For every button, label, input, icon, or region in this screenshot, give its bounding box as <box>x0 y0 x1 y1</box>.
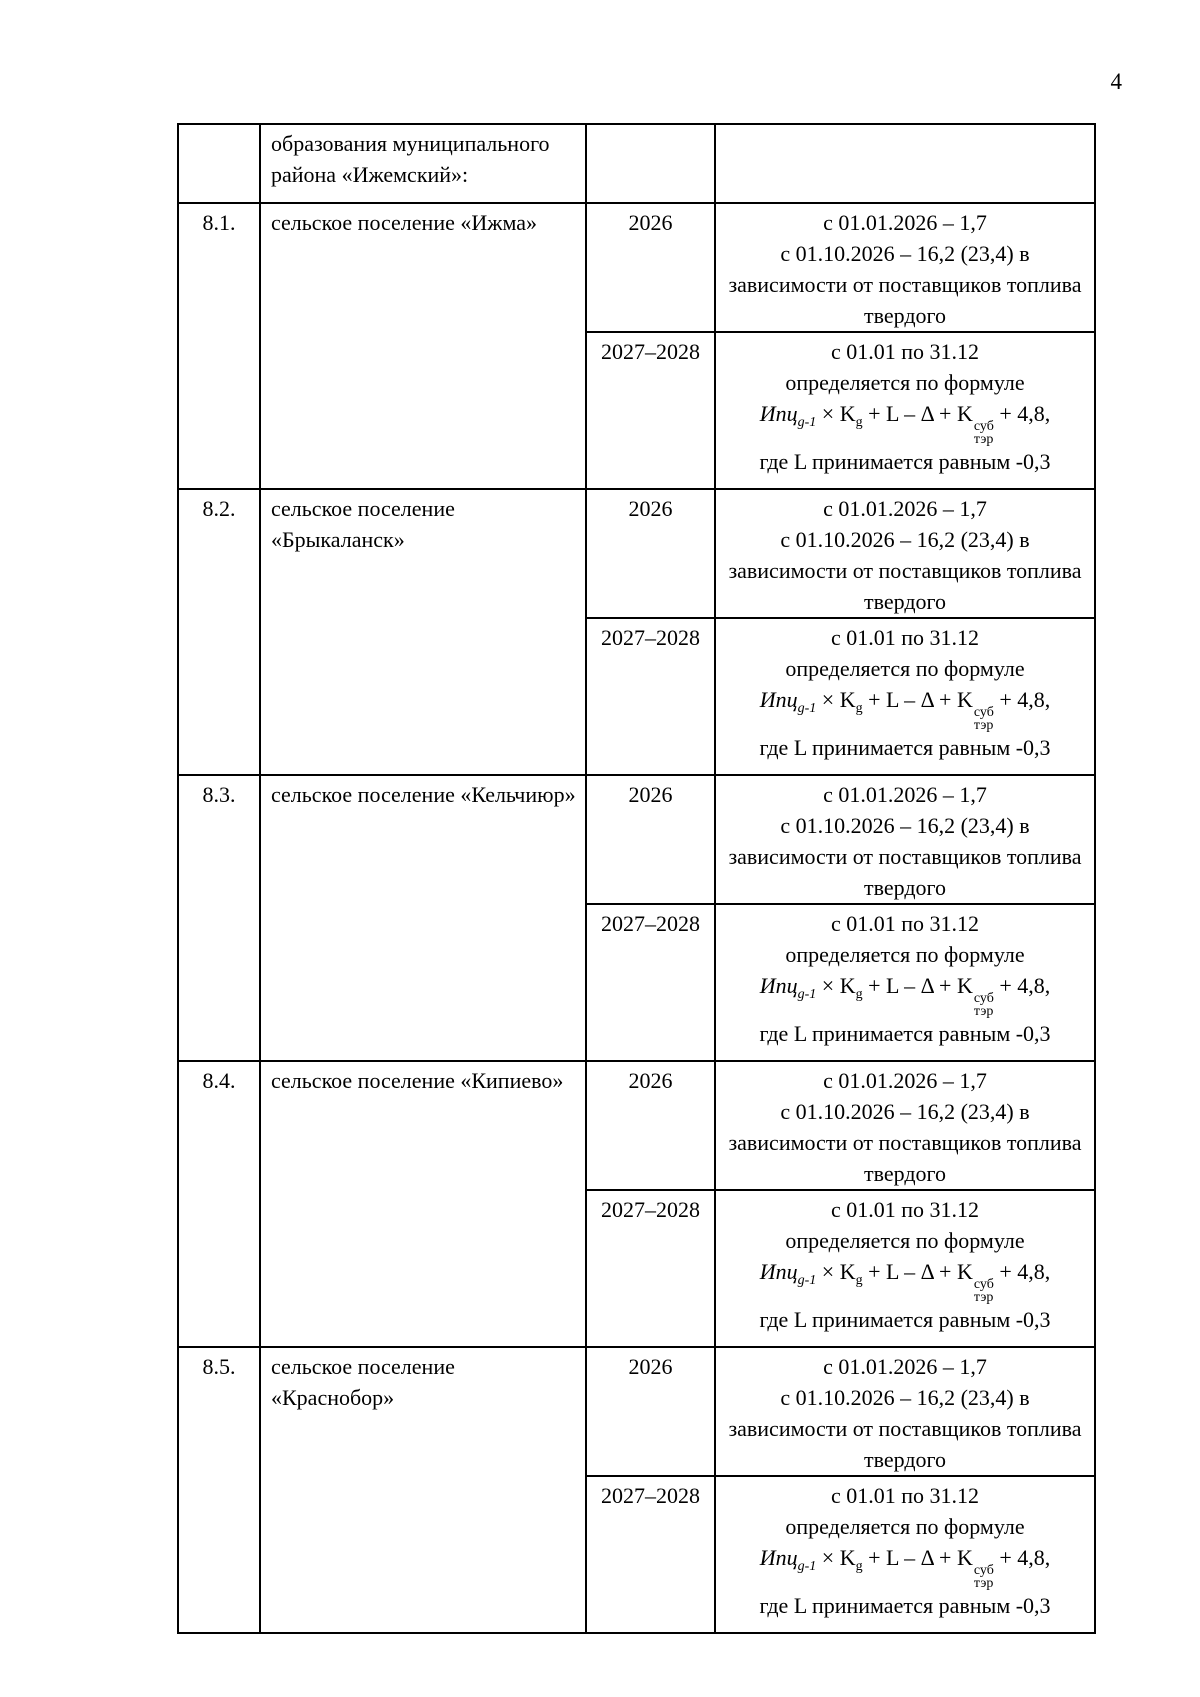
row-number-cell <box>178 489 260 775</box>
formula-middle: + L – Δ + K <box>862 401 973 426</box>
formula-ipc-subscript: g-1 <box>797 1273 817 1288</box>
tariff-text-line: определяется по формуле <box>785 1514 1025 1539</box>
year-2027-2028-cell <box>586 618 715 775</box>
tariff-text-line: твердого <box>863 1161 947 1186</box>
tariff-text-line: с 01.01.2026 – 1,7 <box>823 496 987 521</box>
tariff-2026-cell <box>715 203 1095 332</box>
settlement-cell <box>260 775 586 1061</box>
formula-ipc: Ипц <box>759 1545 798 1570</box>
tariff-text-line: твердого <box>863 589 947 614</box>
year-label: 2027–2028 <box>601 339 700 364</box>
tariff-2027-2028-cell <box>715 904 1095 1061</box>
year-2026-cell <box>586 489 715 618</box>
row-number: 8.4. <box>202 1068 236 1093</box>
tariff-formula <box>722 1542 1088 1590</box>
page-number: 4 <box>1110 69 1122 94</box>
tariff-text-line: определяется по формуле <box>785 942 1025 967</box>
tariff-text-line: с 01.01 по 31.12 <box>830 911 980 936</box>
formula-k-tereng-subscript: тэр <box>973 1576 994 1591</box>
formula-k-tereng-subscript: тэр <box>973 1290 994 1305</box>
table-row <box>178 1061 1095 1190</box>
year-label: 2026 <box>628 782 673 807</box>
continued-year-cell <box>586 124 715 203</box>
tariff-text-line: с 01.10.2026 – 16,2 (23,4) в <box>780 1099 1030 1124</box>
year-label: 2027–2028 <box>601 1197 700 1222</box>
formula-end: + 4,8, <box>993 1545 1051 1570</box>
tariff-2027-2028-cell <box>715 1190 1095 1347</box>
formula-k-supsub <box>974 420 994 446</box>
table-row <box>178 489 1095 618</box>
formula-end: + 4,8, <box>993 1259 1051 1284</box>
tariff-formula <box>722 684 1088 732</box>
year-2027-2028-cell <box>586 1476 715 1633</box>
row-number: 8.1. <box>202 210 236 235</box>
formula-k-supsub <box>974 992 994 1018</box>
settlement-name: сельское поселение «Брыкаланск» <box>271 496 455 552</box>
formula-k-tereng-subscript: тэр <box>973 718 994 733</box>
formula-k-tereng-subscript: тэр <box>973 432 994 447</box>
formula-middle: + L – Δ + K <box>862 1259 973 1284</box>
settlement-name: сельское поселение «Ижма» <box>271 210 537 235</box>
table-row <box>178 1347 1095 1476</box>
tariff-text-line: твердого <box>863 1447 947 1472</box>
tariff-text-line: с 01.01.2026 – 1,7 <box>823 1068 987 1093</box>
formula-times-k: × K <box>816 401 856 426</box>
tariff-text-line: с 01.10.2026 – 16,2 (23,4) в <box>780 527 1030 552</box>
tariff-text-line: определяется по формуле <box>785 656 1025 681</box>
row-number-cell <box>178 203 260 489</box>
settlement-cell <box>260 1061 586 1347</box>
year-2026-cell <box>586 203 715 332</box>
tariff-formula <box>722 398 1088 446</box>
tariff-text-line: зависимости от поставщиков топлива <box>728 558 1082 583</box>
tariff-2027-2028-cell <box>715 618 1095 775</box>
formula-k-superscript: суб <box>973 705 994 720</box>
tariff-text-line: где L принимается равным -0,3 <box>759 1593 1051 1618</box>
year-2027-2028-cell <box>586 904 715 1061</box>
tariff-text-line: определяется по формуле <box>785 1228 1025 1253</box>
formula-k-supsub <box>974 1278 994 1304</box>
settlement-name: сельское поселение «Кельчиюр» <box>271 782 576 807</box>
continued-municipality-cell: образования муниципального района «Ижемский»: <box>260 124 586 203</box>
formula-k-supsub <box>974 706 994 732</box>
tariff-text-line: зависимости от поставщиков топлива <box>728 1416 1082 1441</box>
tariff-2027-2028-cell <box>715 1476 1095 1633</box>
tariff-2026-cell <box>715 1347 1095 1476</box>
year-2026-cell <box>586 1061 715 1190</box>
continued-header-row <box>178 124 1095 203</box>
settlement-cell <box>260 1347 586 1633</box>
tariff-text-line: с 01.01.2026 – 1,7 <box>823 782 987 807</box>
formula-k-superscript: суб <box>973 1563 994 1578</box>
table-row <box>178 775 1095 904</box>
formula-end: + 4,8, <box>993 687 1051 712</box>
tariff-text-line: зависимости от поставщиков топлива <box>728 1130 1082 1155</box>
row-number: 8.3. <box>202 782 236 807</box>
formula-ipc: Ипц <box>759 973 798 998</box>
settlement-cell <box>260 489 586 775</box>
formula-middle: + L – Δ + K <box>862 973 973 998</box>
row-number: 8.5. <box>202 1354 236 1379</box>
formula-ipc-subscript: g-1 <box>797 1559 817 1574</box>
formula-k-subscript: g <box>855 701 863 716</box>
tariff-text-line: с 01.10.2026 – 16,2 (23,4) в <box>780 241 1030 266</box>
settlement-name: сельское поселение «Кипиево» <box>271 1068 564 1093</box>
formula-end: + 4,8, <box>993 401 1051 426</box>
year-label: 2026 <box>628 1354 673 1379</box>
year-2026-cell <box>586 775 715 904</box>
settlement-name: сельское поселение «Краснобор» <box>271 1354 455 1410</box>
tariff-text-line: где L принимается равным -0,3 <box>759 1021 1051 1046</box>
tariff-text-line: где L принимается равным -0,3 <box>759 1307 1051 1332</box>
continued-tariff-cell <box>715 124 1095 203</box>
formula-k-tereng-subscript: тэр <box>973 1004 994 1019</box>
formula-k-subscript: g <box>855 415 863 430</box>
formula-end: + 4,8, <box>993 973 1051 998</box>
year-label: 2026 <box>628 1068 673 1093</box>
formula-k-supsub <box>974 1564 994 1590</box>
row-number-cell <box>178 775 260 1061</box>
tariff-2026-cell <box>715 489 1095 618</box>
formula-k-subscript: g <box>855 1273 863 1288</box>
tariff-text-line: твердого <box>863 875 947 900</box>
year-label: 2027–2028 <box>601 625 700 650</box>
formula-k-superscript: суб <box>973 1277 994 1292</box>
formula-k-superscript: суб <box>973 991 994 1006</box>
formula-times-k: × K <box>816 1545 856 1570</box>
year-label: 2026 <box>628 496 673 521</box>
year-label: 2027–2028 <box>601 911 700 936</box>
row-number-cell <box>178 1347 260 1633</box>
tariff-text-line: где L принимается равным -0,3 <box>759 735 1051 760</box>
tariff-text-line: твердого <box>863 303 947 328</box>
tariff-text-line: определяется по формуле <box>785 370 1025 395</box>
settlement-cell <box>260 203 586 489</box>
tariff-text-line: зависимости от поставщиков топлива <box>728 844 1082 869</box>
tariff-formula <box>722 970 1088 1018</box>
formula-ipc: Ипц <box>759 687 798 712</box>
formula-ipc-subscript: g-1 <box>797 987 817 1002</box>
tariff-text-line: с 01.01.2026 – 1,7 <box>823 210 987 235</box>
year-2027-2028-cell <box>586 332 715 489</box>
formula-middle: + L – Δ + K <box>862 687 973 712</box>
year-2027-2028-cell <box>586 1190 715 1347</box>
formula-k-superscript: суб <box>973 419 994 434</box>
formula-k-subscript: g <box>855 987 863 1002</box>
row-number-cell <box>178 1061 260 1347</box>
continued-number-cell <box>178 124 260 203</box>
formula-times-k: × K <box>816 973 856 998</box>
year-2026-cell <box>586 1347 715 1476</box>
table-row <box>178 203 1095 332</box>
tariff-text-line: зависимости от поставщиков топлива <box>728 272 1082 297</box>
formula-middle: + L – Δ + K <box>862 1545 973 1570</box>
year-label: 2027–2028 <box>601 1483 700 1508</box>
year-label: 2026 <box>628 210 673 235</box>
tariff-text-line: с 01.01 по 31.12 <box>830 1197 980 1222</box>
formula-k-subscript: g <box>855 1559 863 1574</box>
tariff-text-line: с 01.01 по 31.12 <box>830 625 980 650</box>
tariff-2026-cell <box>715 1061 1095 1190</box>
formula-ipc-subscript: g-1 <box>797 415 817 430</box>
formula-ipc-subscript: g-1 <box>797 701 817 716</box>
formula-times-k: × K <box>816 687 856 712</box>
formula-ipc: Ипц <box>759 1259 798 1284</box>
tariff-text-line: с 01.10.2026 – 16,2 (23,4) в <box>780 813 1030 838</box>
formula-ipc: Ипц <box>759 401 798 426</box>
tariff-2026-cell <box>715 775 1095 904</box>
tariff-formula <box>722 1256 1088 1304</box>
tariff-text-line: где L принимается равным -0,3 <box>759 449 1051 474</box>
tariff-text-line: с 01.01.2026 – 1,7 <box>823 1354 987 1379</box>
tariff-index-table <box>177 123 1096 1634</box>
formula-times-k: × K <box>816 1259 856 1284</box>
tariff-2027-2028-cell <box>715 332 1095 489</box>
tariff-text-line: с 01.01 по 31.12 <box>830 339 980 364</box>
row-number: 8.2. <box>202 496 236 521</box>
tariff-text-line: с 01.01 по 31.12 <box>830 1483 980 1508</box>
tariff-text-line: с 01.10.2026 – 16,2 (23,4) в <box>780 1385 1030 1410</box>
